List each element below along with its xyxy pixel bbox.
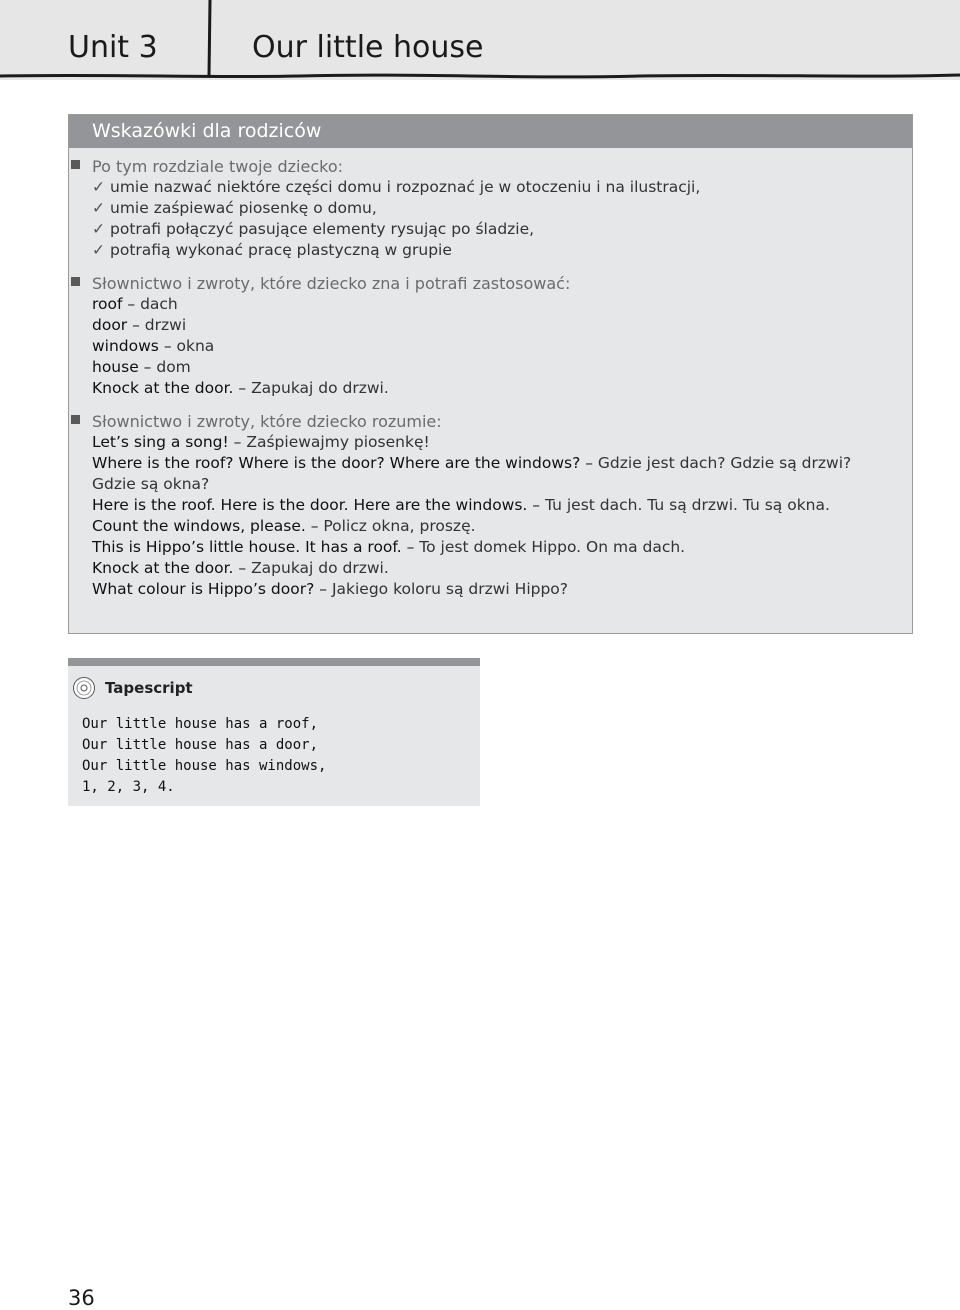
square-bullet-icon xyxy=(71,277,80,286)
tapescript-line: Our little house has a door, xyxy=(82,737,319,753)
tapescript-bar xyxy=(68,658,480,666)
checkmark-icon: ✓ xyxy=(92,178,105,196)
section-title: Słownictwo i zwroty, które dziecko rozumie: xyxy=(92,412,442,431)
tapescript-header xyxy=(68,666,480,706)
section-title: Po tym rozdziale twoje dziecko: xyxy=(92,157,343,176)
tapescript-title: Tapescript xyxy=(105,679,193,697)
panel-heading: Wskazówki dla rodziców xyxy=(69,115,912,148)
unit-label: Unit 3 xyxy=(68,30,158,65)
checkmark-icon: ✓ xyxy=(92,241,105,259)
phrase-item: Let’s sing a song! – Zaśpiewajmy piosenkę! xyxy=(92,433,430,451)
section-active-vocabulary xyxy=(69,273,912,399)
phrase-item: This is Hippo’s little house. It has a roof. – To jest domek Hippo. On ma dach. xyxy=(92,538,686,556)
section-passive-vocabulary xyxy=(69,411,912,600)
checkmark-icon: ✓ xyxy=(92,220,105,238)
phrase-item: Knock at the door. – Zapukaj do drzwi. xyxy=(92,559,389,577)
section-title: Słownictwo i zwroty, które dziecko zna i potrafi zastosować: xyxy=(92,274,571,293)
tapescript-line: 1, 2, 3, 4. xyxy=(82,779,175,795)
vocab-item: Knock at the door. – Zapukaj do drzwi. xyxy=(92,379,389,397)
list-item: ✓ umie zaśpiewać piosenkę o domu, xyxy=(92,199,377,217)
list-item: ✓ potrafią wykonać pracę plastyczną w grupie xyxy=(92,241,452,259)
vocab-item: door – drzwi xyxy=(92,316,187,334)
vocab-item: roof – dach xyxy=(92,295,178,313)
phrase-item: Gdzie są okna? xyxy=(92,475,210,493)
tapescript-box xyxy=(68,658,480,806)
checkmark-icon: ✓ xyxy=(92,199,105,217)
phrase-item: Count the windows, please. – Policz okna, proszę. xyxy=(92,517,476,535)
vocab-item: windows – okna xyxy=(92,337,215,355)
phrase-item: Where is the roof? Where is the door? Where are the windows? – Gdzie jest dach? Gdzie są drzwi? xyxy=(92,454,852,472)
square-bullet-icon xyxy=(71,415,80,424)
cd-icon xyxy=(72,676,96,700)
phrase-item: What colour is Hippo’s door? – Jakiego koloru są drzwi Hippo? xyxy=(92,580,569,598)
tapescript-line: Our little house has a roof, xyxy=(82,716,319,732)
section-outcomes xyxy=(69,156,912,261)
page-number: 36 xyxy=(68,1286,95,1310)
list-item: ✓ potrafi połączyć pasujące elementy rysując po śladzie, xyxy=(92,220,535,238)
list-item: ✓ umie nazwać niektóre części domu i rozpoznać je w otoczeniu i na ilustracji, xyxy=(92,178,701,196)
square-bullet-icon xyxy=(71,160,80,169)
page-title: Our little house xyxy=(252,30,484,65)
phrase-item: Here is the roof. Here is the door. Here are the windows. – Tu jest dach. Tu są drzwi. Tu są okna. xyxy=(92,496,830,514)
parents-guide-panel xyxy=(68,114,913,634)
tapescript-line: Our little house has windows, xyxy=(82,758,327,774)
vocab-item: house – dom xyxy=(92,358,191,376)
